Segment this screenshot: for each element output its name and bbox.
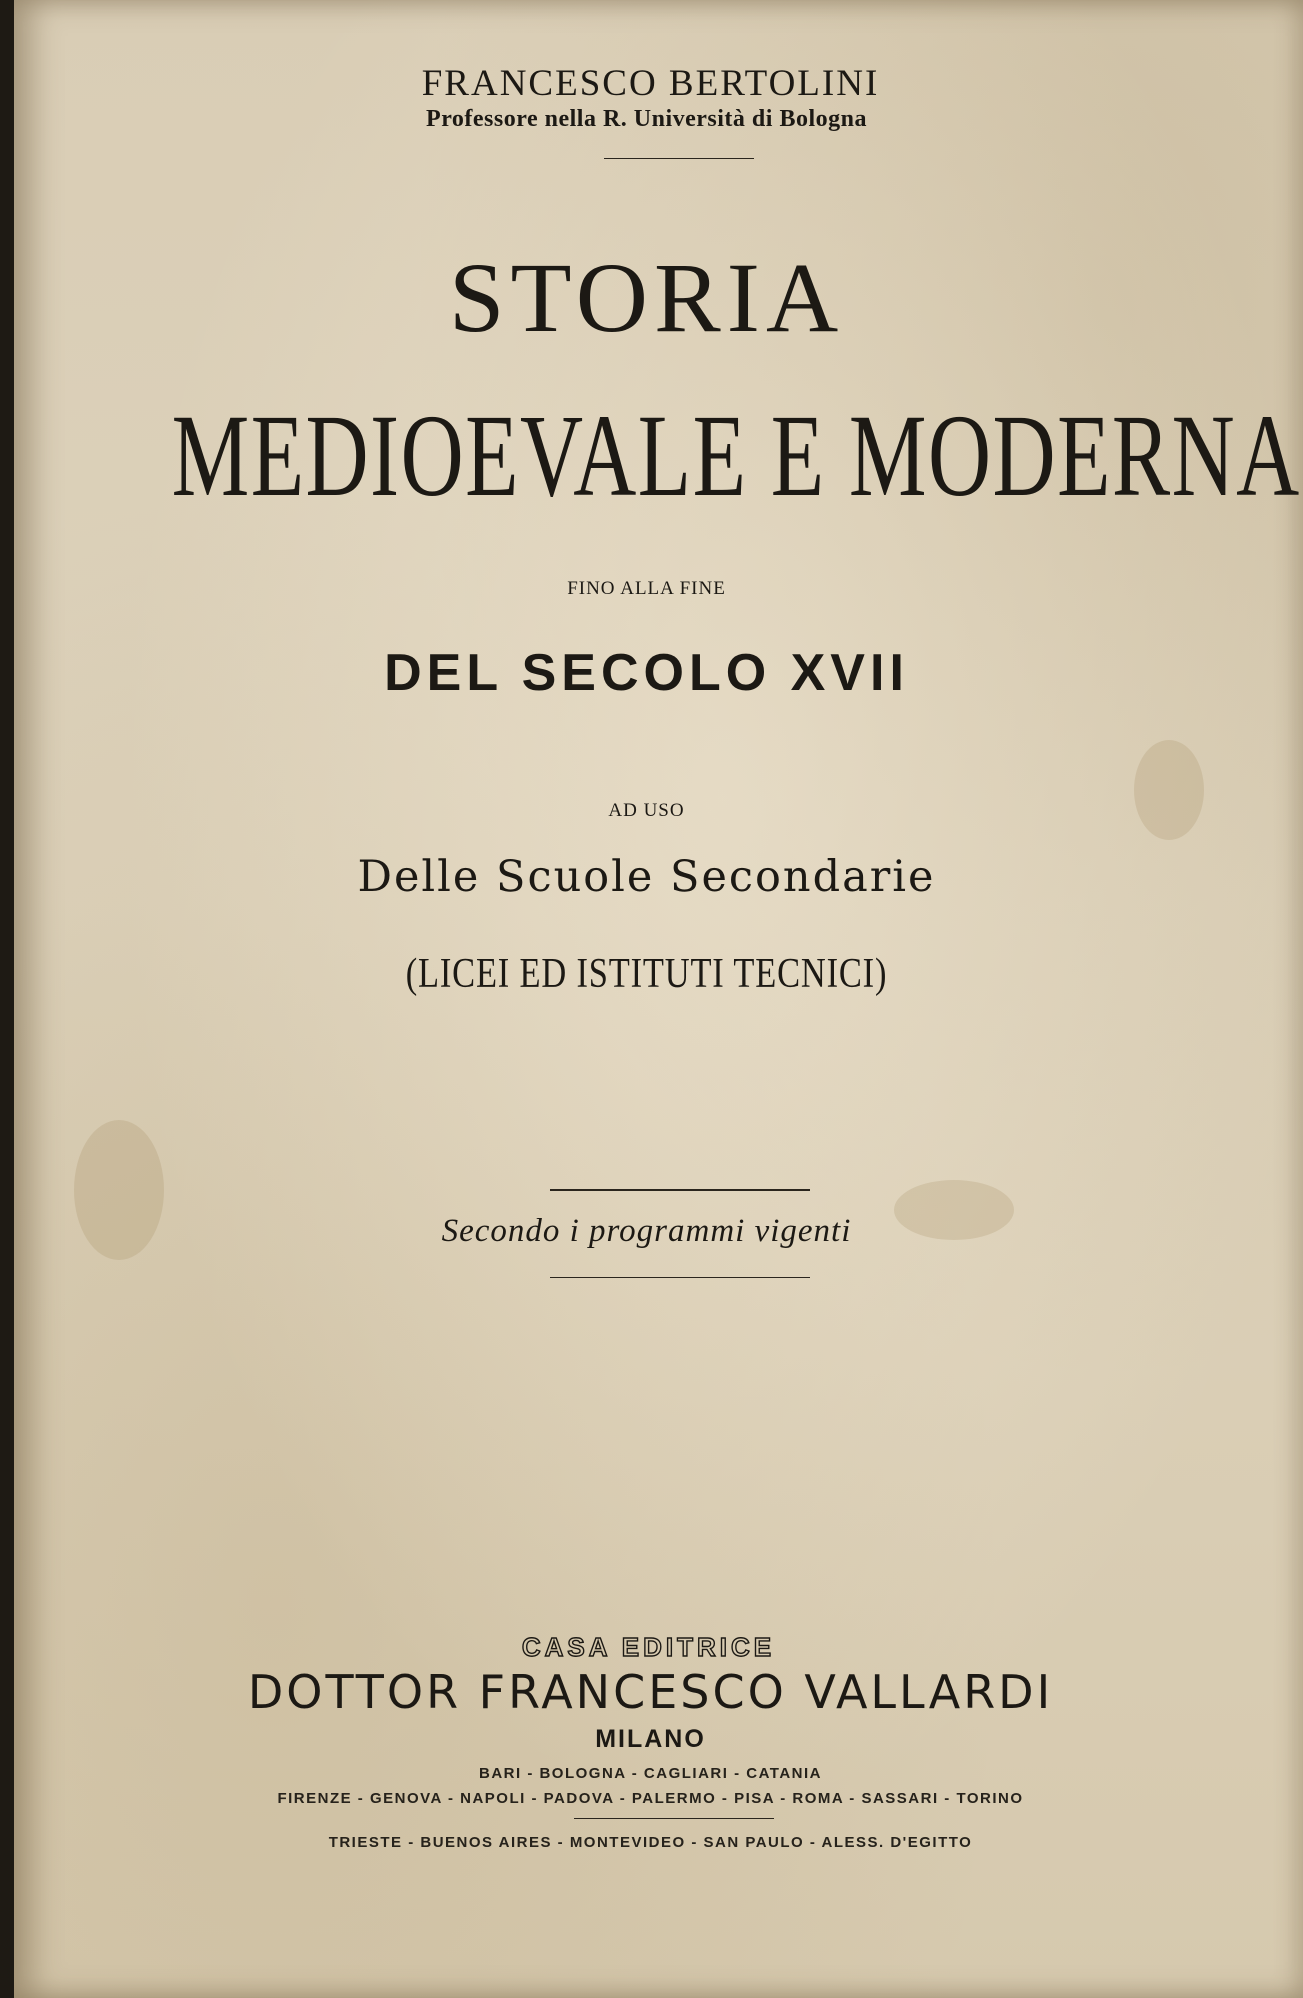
divider [574,1818,774,1819]
paper-stain [1134,740,1204,840]
branch-cities-3: TRIESTE - BUENOS AIRES - MONTEVIDEO - SAN PAULO - ALESS. D'EGITTO [328,1834,973,1851]
publisher-name: DOTTOR FRANCESCO VALLARDI [247,1665,1054,1719]
title-line-3: DEL SECOLO XVII [384,644,909,702]
audience-detail: (LICEI ED ISTITUTI TECNICI) [405,951,888,997]
branch-cities-2: FIRENZE - GENOVA - NAPOLI - PADOVA - PALERMO - PISA - ROMA - SASSARI - TORINO [277,1790,1024,1807]
branch-cities-1: BARI - BOLOGNA - CAGLIARI - CATANIA [478,1765,823,1782]
title-page [14,0,1303,1998]
divider [550,1277,810,1278]
divider [550,1189,810,1191]
audience-small-text: AD USO [608,800,685,821]
title-line-2: MEDIOEVALE E MODERNA [171,390,1301,521]
title-line-1: STORIA [448,242,845,353]
author-affiliation: Professore nella R. Università di Bologna [426,106,867,132]
publisher-city: MILANO [595,1725,706,1753]
publisher-label-text: CASA EDITRICE [521,1632,776,1662]
author-name: FRANCESCO BERTOLINI [421,63,880,104]
program-note: Secondo i programmi vigenti [441,1213,852,1249]
audience-main: Delle Scuole Secondarie [357,852,936,902]
publisher-label [4,1632,1293,1663]
title-small-text: FINO ALLA FINE [567,578,726,599]
divider [604,158,754,159]
